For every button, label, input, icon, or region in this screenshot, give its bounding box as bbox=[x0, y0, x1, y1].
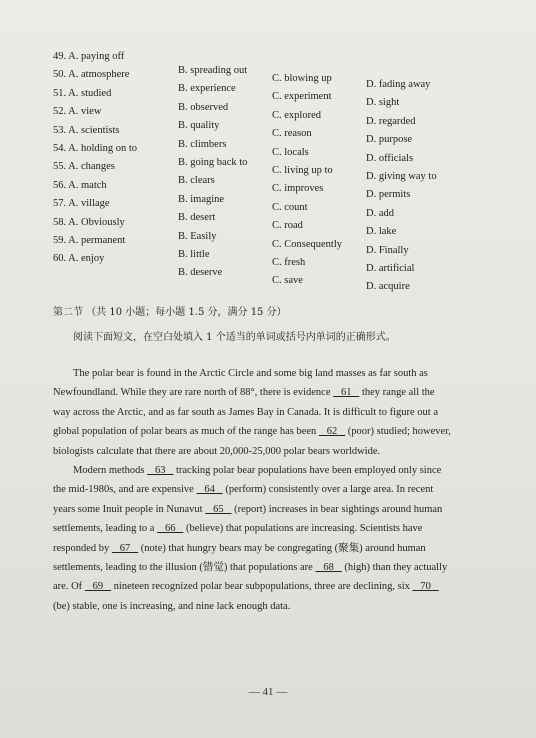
passage-text: they range all the way across the Arctic, and as far south as James Bay in Canada. It is difficult to figure out a global population of polar bears as much of the range has been bbox=[53, 387, 441, 438]
option-b-53: B. climbers bbox=[178, 138, 227, 150]
passage-text: (believe) that populations are increasing. Scientists have responded by bbox=[53, 523, 426, 554]
option-c-55: C. improves bbox=[272, 183, 324, 195]
option-c-59: C. fresh bbox=[272, 256, 306, 268]
option-column-c bbox=[272, 70, 342, 291]
answer-blank: 61 bbox=[333, 387, 360, 399]
section-instruction: 阅读下面短文，在空白处填入 1 个适当的单词或括号内单词的正确形式。 bbox=[73, 332, 396, 343]
option-d-53: D. officials bbox=[366, 152, 414, 164]
option-a-50: 50. A. atmosphere bbox=[53, 69, 130, 81]
passage-text: (poor) studied; however, biologists calculate that there are about 20,000-25,000 polar bears worldwide. bbox=[53, 426, 454, 457]
option-b-54: B. going back to bbox=[178, 156, 248, 168]
passage-text: nineteen recognized polar bear subpopulations, three are declining, six bbox=[111, 581, 413, 593]
passage-paragraph-1 bbox=[53, 364, 453, 461]
option-column-d bbox=[366, 76, 437, 297]
answer-blank: 64 bbox=[196, 484, 223, 496]
passage-text: (note) that hungry bears may be congregating (聚集) around human settlements, leading to the illusion (错觉) that populations are bbox=[53, 542, 429, 574]
option-b-58: B. Easily bbox=[178, 230, 217, 242]
answer-blank: 65 bbox=[205, 503, 232, 515]
option-d-60: D. acquire bbox=[366, 281, 410, 293]
option-b-56: B. imagine bbox=[178, 193, 225, 205]
option-d-56: D. add bbox=[366, 207, 394, 219]
passage-text: The polar bear is found in the Arctic Circle and some big land masses as far south as Newfoundland. While they are rare north of 88°, there is evidence bbox=[53, 368, 431, 399]
option-d-55: D. permits bbox=[366, 189, 411, 201]
answer-blank: 67 bbox=[111, 542, 139, 554]
option-c-56: C. count bbox=[272, 201, 308, 213]
option-a-49: 49. A. paying off bbox=[53, 51, 125, 62]
option-a-58: 58. A. Obviously bbox=[53, 216, 125, 228]
option-a-55: 55. A. changes bbox=[53, 161, 115, 173]
passage-paragraph-2 bbox=[53, 461, 453, 616]
option-c-54: C. living up to bbox=[272, 164, 333, 176]
option-b-60: B. deserve bbox=[178, 267, 223, 279]
option-c-53: C. locals bbox=[272, 146, 309, 158]
option-b-59: B. little bbox=[178, 248, 210, 260]
answer-blank: 62 bbox=[318, 426, 346, 438]
option-c-57: C. road bbox=[272, 220, 303, 232]
answer-blank: 69 bbox=[84, 581, 112, 593]
option-c-60: C. save bbox=[272, 275, 303, 287]
option-d-59: D. artificial bbox=[366, 262, 415, 274]
option-a-54: 54. A. holding on to bbox=[53, 142, 138, 154]
option-a-57: 57. A. village bbox=[53, 198, 110, 210]
option-c-51: C. explored bbox=[272, 109, 321, 121]
option-a-51: 51. A. studied bbox=[53, 87, 112, 99]
option-d-52: D. purpose bbox=[366, 134, 413, 146]
option-b-49: B. spreading out bbox=[178, 65, 248, 76]
option-a-52: 52. A. view bbox=[53, 106, 102, 118]
answer-blank: 66 bbox=[157, 523, 184, 535]
option-c-49: C. blowing up bbox=[272, 73, 332, 84]
option-a-59: 59. A. permanent bbox=[53, 234, 126, 246]
option-c-52: C. reason bbox=[272, 128, 312, 140]
section-title: 第二节 （共 10 小题；每小题 1.5 分，满分 15 分） bbox=[53, 307, 287, 318]
page-number: — 41 — bbox=[248, 686, 288, 698]
option-a-60: 60. A. enjoy bbox=[53, 253, 105, 265]
option-d-51: D. regarded bbox=[366, 115, 416, 127]
option-c-58: C. Consequently bbox=[272, 238, 342, 250]
option-column-a bbox=[53, 48, 137, 269]
option-b-50: B. experience bbox=[178, 83, 236, 95]
option-b-57: B. desert bbox=[178, 212, 216, 224]
option-d-50: D. sight bbox=[366, 97, 400, 109]
passage-text: Modern methods bbox=[73, 465, 148, 476]
answer-blank: 70 bbox=[412, 581, 439, 593]
passage-text: (high) than they actually are. Of bbox=[53, 562, 450, 593]
option-b-52: B. quality bbox=[178, 120, 220, 132]
option-d-58: D. Finally bbox=[366, 244, 409, 256]
passage-text: tracking polar bear populations have been employed only since the mid-1980s, and are expensive bbox=[53, 465, 444, 496]
answer-blank: 63 bbox=[147, 465, 174, 476]
option-c-50: C. experiment bbox=[272, 91, 332, 103]
answer-blank: 68 bbox=[315, 562, 342, 574]
option-d-54: D. giving way to bbox=[366, 170, 437, 182]
option-a-53: 53. A. scientists bbox=[53, 124, 120, 136]
passage-text: (report) increases in bear sightings around human settlements, leading to a bbox=[53, 503, 445, 535]
passage-text: (perform) consistently over a large area. In recent years some Inuit people in Nunavut bbox=[53, 484, 436, 515]
option-column-b bbox=[178, 62, 247, 283]
option-d-57: D. lake bbox=[366, 226, 397, 238]
option-b-51: B. observed bbox=[178, 101, 229, 113]
option-d-49: D. fading away bbox=[366, 79, 431, 90]
option-a-56: 56. A. match bbox=[53, 179, 107, 191]
passage-text: (be) stable, one is increasing, and nine lack enough data. bbox=[53, 581, 442, 612]
option-b-55: B. clears bbox=[178, 175, 215, 187]
